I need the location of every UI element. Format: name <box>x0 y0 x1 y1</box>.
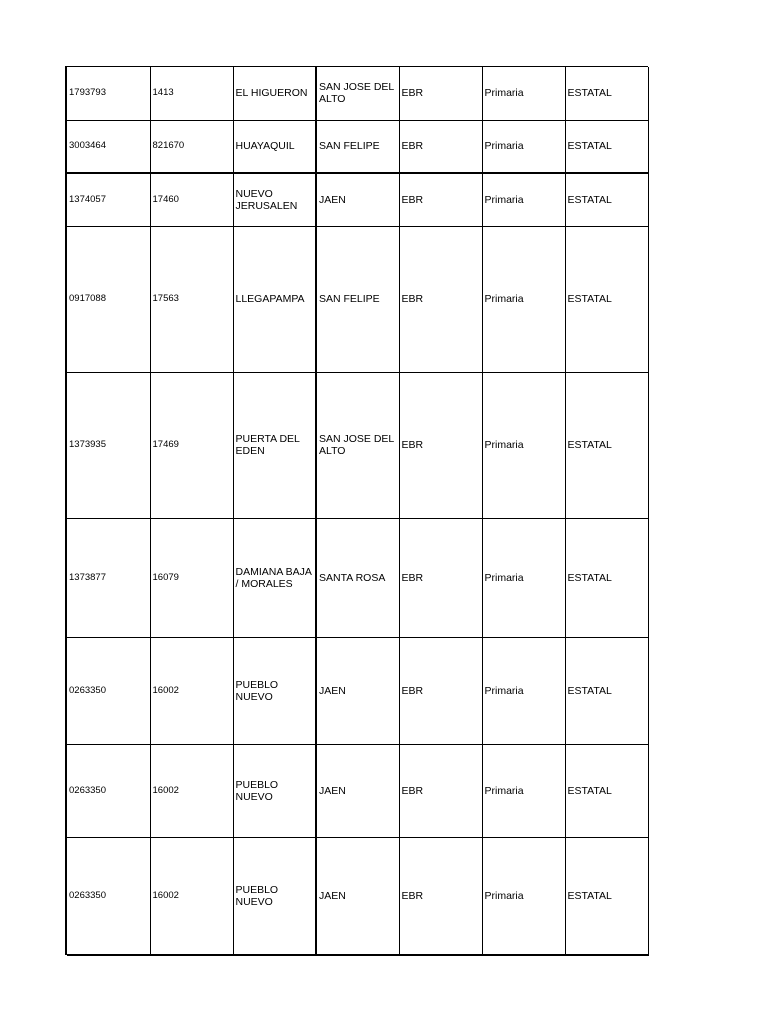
cell-modalidad: Primaria <box>482 837 565 955</box>
cell-distrito: SAN JOSE DEL ALTO <box>316 67 399 120</box>
data-table-wrapper <box>65 66 648 955</box>
cell-modalidad: Primaria <box>482 637 565 744</box>
cell-nivel: EBR <box>399 372 482 518</box>
cell-nivel: EBR <box>399 744 482 837</box>
table-row <box>67 637 648 744</box>
cell-distrito: JAEN <box>316 173 399 226</box>
cell-centro-poblado: PUEBLO NUEVO <box>233 637 316 744</box>
table-row <box>67 173 648 226</box>
cell-centro-poblado: HUAYAQUIL <box>233 120 316 173</box>
cell-gestion: ESTATAL <box>565 637 648 744</box>
cell-codigo-modular: 1374057 <box>67 173 150 226</box>
cell-gestion: ESTATAL <box>565 67 648 120</box>
cell-modalidad: Primaria <box>482 67 565 120</box>
cell-distrito: SAN FELIPE <box>316 120 399 173</box>
cell-centro-poblado: PUEBLO NUEVO <box>233 837 316 955</box>
cell-numero: 17469 <box>150 372 233 518</box>
cell-gestion: ESTATAL <box>565 226 648 372</box>
cell-codigo-modular: 3003464 <box>67 120 150 173</box>
cell-nivel: EBR <box>399 173 482 226</box>
cell-centro-poblado: PUERTA DEL EDEN <box>233 372 316 518</box>
cell-codigo-modular: 1793793 <box>67 67 150 120</box>
cell-gestion: ESTATAL <box>565 372 648 518</box>
cell-modalidad: Primaria <box>482 226 565 372</box>
cell-nivel: EBR <box>399 67 482 120</box>
cell-numero: 821670 <box>150 120 233 173</box>
table-row <box>67 226 648 372</box>
table-row <box>67 837 648 955</box>
cell-codigo-modular: 1373877 <box>67 518 150 637</box>
cell-distrito: SANTA ROSA <box>316 518 399 637</box>
cell-distrito: JAEN <box>316 837 399 955</box>
cell-centro-poblado: DAMIANA BAJA / MORALES <box>233 518 316 637</box>
cell-centro-poblado: EL HIGUERON <box>233 67 316 120</box>
table-row <box>67 744 648 837</box>
cell-gestion: ESTATAL <box>565 744 648 837</box>
cell-nivel: EBR <box>399 837 482 955</box>
cell-distrito: SAN FELIPE <box>316 226 399 372</box>
table-row <box>67 518 648 637</box>
cell-numero: 1413 <box>150 67 233 120</box>
cell-gestion: ESTATAL <box>565 518 648 637</box>
cell-modalidad: Primaria <box>482 120 565 173</box>
table-row <box>67 67 648 120</box>
cell-nivel: EBR <box>399 637 482 744</box>
cell-centro-poblado: PUEBLO NUEVO <box>233 744 316 837</box>
cell-numero: 17460 <box>150 173 233 226</box>
cell-distrito: JAEN <box>316 637 399 744</box>
cell-distrito: SAN JOSE DEL ALTO <box>316 372 399 518</box>
cell-codigo-modular: 0917088 <box>67 226 150 372</box>
cell-numero: 16002 <box>150 744 233 837</box>
cell-nivel: EBR <box>399 120 482 173</box>
table-row <box>67 120 648 173</box>
cell-numero: 16002 <box>150 637 233 744</box>
cell-numero: 16079 <box>150 518 233 637</box>
cell-codigo-modular: 1373935 <box>67 372 150 518</box>
cell-codigo-modular: 0263350 <box>67 837 150 955</box>
cell-gestion: ESTATAL <box>565 120 648 173</box>
cell-gestion: ESTATAL <box>565 837 648 955</box>
cell-modalidad: Primaria <box>482 518 565 637</box>
cell-modalidad: Primaria <box>482 173 565 226</box>
cell-nivel: EBR <box>399 518 482 637</box>
cell-numero: 17563 <box>150 226 233 372</box>
cell-gestion: ESTATAL <box>565 173 648 226</box>
data-table <box>67 67 649 956</box>
cell-centro-poblado: NUEVO JERUSALEN <box>233 173 316 226</box>
cell-numero: 16002 <box>150 837 233 955</box>
cell-distrito: JAEN <box>316 744 399 837</box>
cell-codigo-modular: 0263350 <box>67 744 150 837</box>
cell-centro-poblado: LLEGAPAMPA <box>233 226 316 372</box>
cell-nivel: EBR <box>399 226 482 372</box>
cell-codigo-modular: 0263350 <box>67 637 150 744</box>
cell-modalidad: Primaria <box>482 744 565 837</box>
cell-modalidad: Primaria <box>482 372 565 518</box>
table-row <box>67 372 648 518</box>
